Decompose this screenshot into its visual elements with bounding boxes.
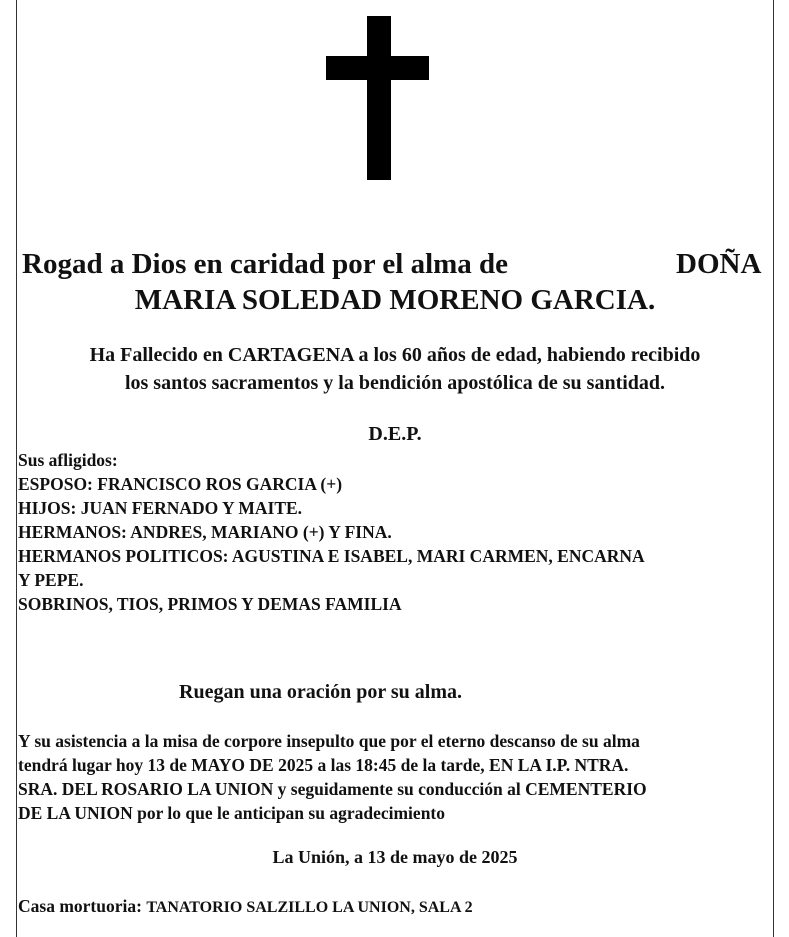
family-header: Sus afligidos: bbox=[18, 450, 118, 470]
cross-icon bbox=[326, 16, 429, 180]
funeral-home-label: Casa mortuoria: bbox=[18, 896, 142, 916]
mass-line: tendrá lugar hoy 13 de MAYO DE 2025 a las 18:45 de la tarde, EN LA I.P. NTRA. bbox=[18, 755, 629, 775]
death-line-2: los santos sacramentos y la bendición apostólica de su santidad. bbox=[124, 372, 666, 394]
mass-line: SRA. DEL ROSARIO LA UNION y seguidamente su conducción al CEMENTERIO bbox=[18, 779, 647, 799]
intro-text: Rogad a Dios en caridad por el alma de bbox=[22, 248, 509, 280]
family-line: SOBRINOS, TIOS, PRIMOS Y DEMAS FAMILIA bbox=[18, 594, 402, 614]
title-prefix: DOÑA bbox=[676, 248, 762, 280]
funeral-home-line bbox=[18, 894, 473, 920]
family-line: ESPOSO: FRANCISCO ROS GARCIA (+) bbox=[18, 474, 343, 494]
dep-text: D.E.P. bbox=[368, 423, 422, 445]
family-line: Y PEPE. bbox=[18, 570, 84, 590]
mass-line: DE LA UNION por lo que le anticipan su agradecimiento bbox=[18, 803, 445, 823]
deceased-name: MARIA SOLEDAD MORENO GARCIA. bbox=[134, 284, 656, 316]
death-line-1: Ha Fallecido en CARTAGENA a los 60 años de edad, habiendo recibido bbox=[89, 344, 701, 366]
place-date: La Unión, a 13 de mayo de 2025 bbox=[272, 847, 518, 867]
family-line: HIJOS: JUAN FERNADO Y MAITE. bbox=[18, 498, 303, 518]
prayer-text: Ruegan una oración por su alma. bbox=[179, 681, 463, 703]
family-line: HERMANOS: ANDRES, MARIANO (+) Y FINA. bbox=[18, 522, 392, 542]
funeral-home-name: TANATORIO SALZILLO LA UNION, SALA 2 bbox=[146, 899, 473, 916]
family-line: HERMANOS POLITICOS: AGUSTINA E ISABEL, MARI CARMEN, ENCARNA bbox=[18, 546, 645, 566]
mass-line: Y su asistencia a la misa de corpore insepulto que por el eterno descanso de su alma bbox=[18, 731, 640, 751]
